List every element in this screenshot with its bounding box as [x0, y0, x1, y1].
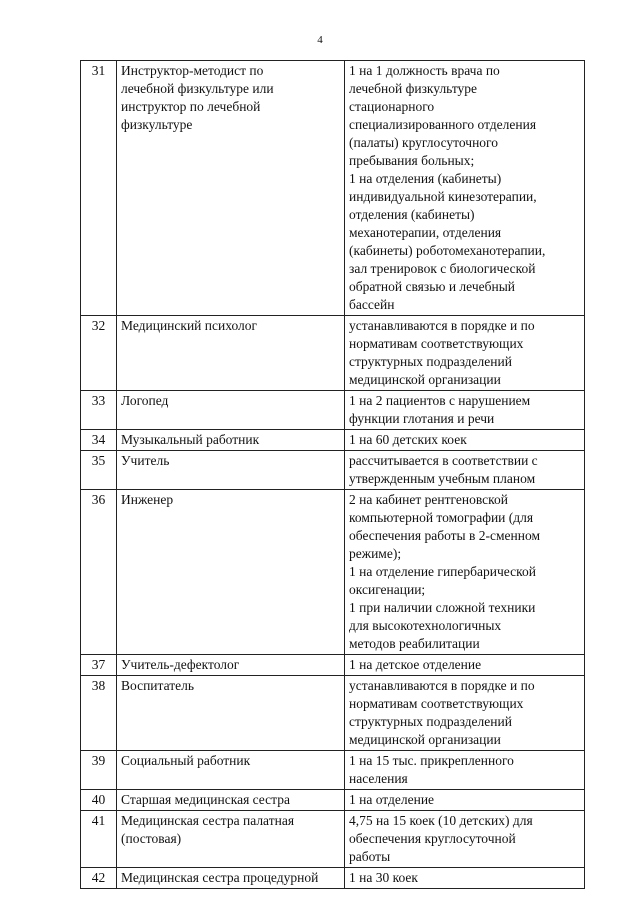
norm-line: 1 на 2 пациентов с нарушением: [349, 393, 531, 408]
norm-cell: [345, 751, 585, 790]
norm-line: 1 на отделения (кабинеты): [349, 171, 502, 186]
norm-line: режиме);: [349, 546, 402, 561]
norm-cell: [345, 61, 585, 316]
norm-cell: [345, 868, 585, 889]
position-cell: [117, 790, 345, 811]
norm-line: структурных подразделений: [349, 354, 512, 369]
norm-line: функции глотания и речи: [349, 411, 495, 426]
norm-cell: [345, 430, 585, 451]
norm-line: нормативам соответствующих: [349, 696, 524, 711]
norm-line: лечебной физкультуре: [349, 81, 478, 96]
position-cell: [117, 430, 345, 451]
norm-line: нормативам соответствующих: [349, 336, 524, 351]
norm-line: устанавливаются в порядке и по: [349, 678, 535, 693]
norm-line: методов реабилитации: [349, 636, 480, 651]
position-line: Учитель-дефектолог: [121, 657, 240, 672]
row-number: 40: [81, 790, 117, 811]
table-row: [81, 61, 585, 316]
row-number: 36: [81, 490, 117, 655]
norm-line: 1 на 1 должность врача по: [349, 63, 500, 78]
row-number: 33: [81, 391, 117, 430]
staffing-table: [80, 60, 585, 889]
norm-line: зал тренировок с биологической: [349, 261, 536, 276]
norm-line: отделения (кабинеты): [349, 207, 475, 222]
table-row: [81, 790, 585, 811]
table-row: [81, 451, 585, 490]
norm-line: 1 на отделение гипербарической: [349, 564, 536, 579]
norm-line: 1 на 60 детских коек: [349, 432, 467, 447]
norm-line: механотерапии, отделения: [349, 225, 502, 240]
table-row: [81, 430, 585, 451]
norm-line: (кабинеты) роботомеханотерапии,: [349, 243, 546, 258]
position-line: Медицинский психолог: [121, 318, 258, 333]
page-number: 4: [317, 34, 323, 46]
norm-line: для высокотехнологичных: [349, 618, 502, 633]
row-number: 32: [81, 316, 117, 391]
position-line: Социальный работник: [121, 753, 251, 768]
norm-line: работы: [349, 849, 391, 864]
row-number: 37: [81, 655, 117, 676]
norm-line: индивидуальной кинезотерапии,: [349, 189, 537, 204]
norm-line: устанавливаются в порядке и по: [349, 318, 535, 333]
norm-line: 4,75 на 15 коек (10 детских) для: [349, 813, 533, 828]
position-line: Инженер: [121, 492, 174, 507]
position-line: Медицинская сестра палатная: [121, 813, 295, 828]
position-cell: [117, 655, 345, 676]
norm-cell: [345, 316, 585, 391]
table-row: [81, 676, 585, 751]
norm-cell: [345, 655, 585, 676]
norm-line: стационарного: [349, 99, 435, 114]
row-number: 39: [81, 751, 117, 790]
position-line: Музыкальный работник: [121, 432, 260, 447]
norm-line: бассейн: [349, 297, 395, 312]
position-line: Инструктор-методист по: [121, 63, 264, 78]
norm-line: населения: [349, 771, 408, 786]
row-number: 41: [81, 811, 117, 868]
norm-line: компьютерной томографии (для: [349, 510, 534, 525]
position-cell: [117, 676, 345, 751]
norm-line: медицинской организации: [349, 732, 501, 747]
row-number: 34: [81, 430, 117, 451]
table-row: [81, 751, 585, 790]
norm-cell: [345, 451, 585, 490]
position-cell: [117, 811, 345, 868]
norm-cell: [345, 811, 585, 868]
norm-line: утвержденным учебным планом: [349, 471, 536, 486]
table-row: [81, 868, 585, 889]
norm-line: обеспечения работы в 2-сменном: [349, 528, 540, 543]
norm-line: медицинской организации: [349, 372, 501, 387]
table-row: [81, 490, 585, 655]
position-line: лечебной физкультуре или: [121, 81, 274, 96]
norm-line: 1 на 30 коек: [349, 870, 418, 885]
norm-line: специализированного отделения: [349, 117, 537, 132]
position-line: Учитель: [121, 453, 170, 468]
norm-line: оксигенации;: [349, 582, 426, 597]
row-number: 38: [81, 676, 117, 751]
norm-cell: [345, 490, 585, 655]
norm-line: пребывания больных;: [349, 153, 475, 168]
norm-line: 1 при наличии сложной техники: [349, 600, 536, 615]
table-row: [81, 316, 585, 391]
norm-line: 1 на 15 тыс. прикрепленного: [349, 753, 514, 768]
norm-line: структурных подразделений: [349, 714, 512, 729]
norm-line: 2 на кабинет рентгеновской: [349, 492, 508, 507]
position-cell: [117, 751, 345, 790]
table-row: [81, 391, 585, 430]
norm-line: рассчитывается в соответствии с: [349, 453, 538, 468]
table-row: [81, 811, 585, 868]
position-line: (постовая): [121, 831, 182, 846]
norm-line: (палаты) круглосуточного: [349, 135, 499, 150]
row-number: 35: [81, 451, 117, 490]
position-line: физкультуре: [121, 117, 193, 132]
position-cell: [117, 316, 345, 391]
row-number: 42: [81, 868, 117, 889]
position-line: Воспитатель: [121, 678, 195, 693]
position-line: Медицинская сестра процедурной: [121, 870, 319, 885]
position-cell: [117, 490, 345, 655]
norm-cell: [345, 676, 585, 751]
row-number: 31: [81, 61, 117, 316]
norm-line: 1 на отделение: [349, 792, 435, 807]
norm-line: 1 на детское отделение: [349, 657, 482, 672]
table-row: [81, 655, 585, 676]
position-cell: [117, 451, 345, 490]
norm-line: обеспечения круглосуточной: [349, 831, 516, 846]
position-line: Старшая медицинская сестра: [121, 792, 290, 807]
position-cell: [117, 61, 345, 316]
position-line: Логопед: [121, 393, 169, 408]
norm-line: обратной связью и лечебный: [349, 279, 515, 294]
position-cell: [117, 391, 345, 430]
norm-cell: [345, 391, 585, 430]
position-line: инструктор по лечебной: [121, 99, 261, 114]
norm-cell: [345, 790, 585, 811]
position-cell: [117, 868, 345, 889]
